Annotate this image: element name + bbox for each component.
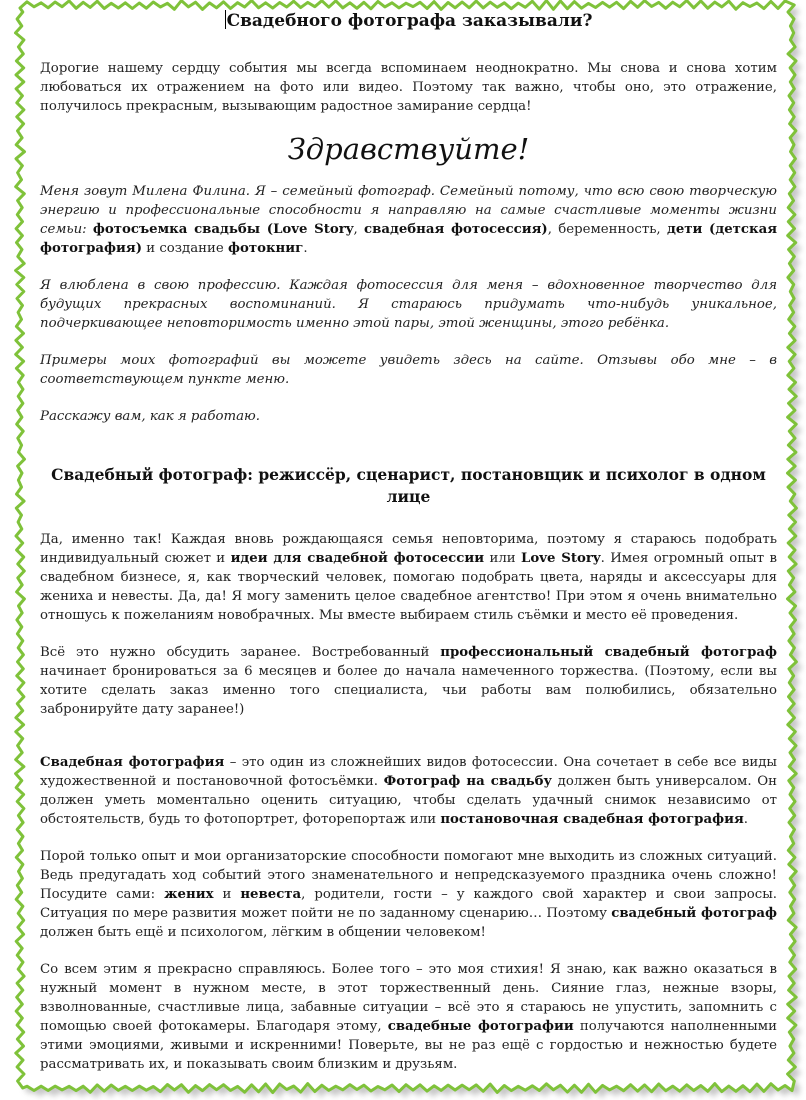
paragraph-ideas: Да, именно так! Каждая вновь рождающаяся семья неповторима, поэтому я стараюсь подобрать индивидуальный сюжет и идеи для свадебной фотосессии или Love Story. Имея огромный опыт в свадебном бизнесе, я, как творческий человек, помогаю подобрать цвета, наряды и аксессуары для жениха и невесты. Да, да! Я могу заменить целое свадебное агентство! При этом я очень внимательно отношусь к пожеланиям новобрачных. Мы вместе выбираем стиль съёмки и место её проведения. (40, 532, 777, 623)
paragraph-experience: Порой только опыт и мои организаторские способности помогают мне выходить из сложных ситуаций. Ведь предугадать ход событий этого знаменательного и непредсказуемого праздника очень сложно! Посудите сами: жених и невеста, родители, гости – у каждого свой характер и свои запросы. Ситуация по мере развития может пойти не по заданному сценарию… Поэтому свадебный фотограф должен быть ещё и психологом, лёгким в общении человеком! (40, 849, 778, 940)
article (40, 8, 777, 1074)
about-paragraph: Меня зовут Милена Филина. Я – семейный фотограф. Семейный потому, что всю свою творческую энергию и профессиональные способности я направляю на самые счастливые моменты жизни семьи: фотосъемка свадьбы (Love Story, свадебная фотосессия), беременность, дети (детская фотография) и создание фотокниг. (40, 184, 778, 256)
section-heading: Свадебный фотограф: режиссёр, сценарист, постановщик и психолог в одном лице (51, 465, 766, 506)
greeting-heading: Здравствуйте! (287, 132, 530, 166)
love-paragraph: Я влюблена в свою профессию. Каждая фотосессия для меня – вдохновенное творчество для будущих прекрасных воспоминаний. Я стараюсь придумать что-нибудь уникальное, подчеркивающее неповторимость именно этой пары, этой женщины, этого ребёнка. (40, 278, 777, 331)
paragraph-conclusion: Со всем этим я прекрасно справляюсь. Более того – это моя стихия! Я знаю, как важно оказаться в нужный момент в нужном месте, в этот торжественный день. Сияние глаз, нежные взоры, взволнованные, счастливые лица, забавные ситуации – всё это я стараюсь не упустить, запомнить с помощью своей фотокамеры. Благодаря этому, свадебные фотографии получаются наполненными этими эмоциями, живыми и искренними! Поверьте, вы не раз ещё с гордостью и нежностью будете рассматривать их, и показывать своим близким и друзьям. (40, 962, 777, 1072)
tell-paragraph: Расскажу вам, как я работаю. (40, 409, 260, 424)
page-title: Свадебного фотографа заказывали? (226, 11, 593, 31)
text-cursor (225, 10, 226, 29)
intro-paragraph: Дорогие нашему сердцу события мы всегда вспоминаем неоднократно. Мы снова и снова хотим любоваться их отражением на фото или видео. Поэтому так важно, чтобы оно, это отражение, получилось прекрасным, вызывающим радостное замирание сердца! (40, 61, 777, 114)
paragraph-wedding-photo: Свадебная фотография – это один из сложнейших видов фотосессии. Она сочетает в себе все виды художественной и постановочной фотосъёмки. Фотограф на свадьбу должен быть универсалом. Он должен уметь моментально оценить ситуацию, чтобы сделать удачный снимок независимо от обстоятельств, будь то фотопортрет, фоторепортаж или постановочная свадебная фотография. (40, 755, 778, 827)
examples-paragraph: Примеры моих фотографий вы можете увидеть здесь на сайте. Отзывы обо мне – в соответствующем пункте меню. (40, 353, 777, 387)
paragraph-booking: Всё это нужно обсудить заранее. Востребованный профессиональный свадебный фотограф начинает бронироваться за 6 месяцев и более до начала намеченного торжества. (Поэтому, если вы хотите сделать заказ именно того специалиста, чьи работы вам полюбились, обязательно забронируйте дату заранее!) (40, 645, 778, 717)
